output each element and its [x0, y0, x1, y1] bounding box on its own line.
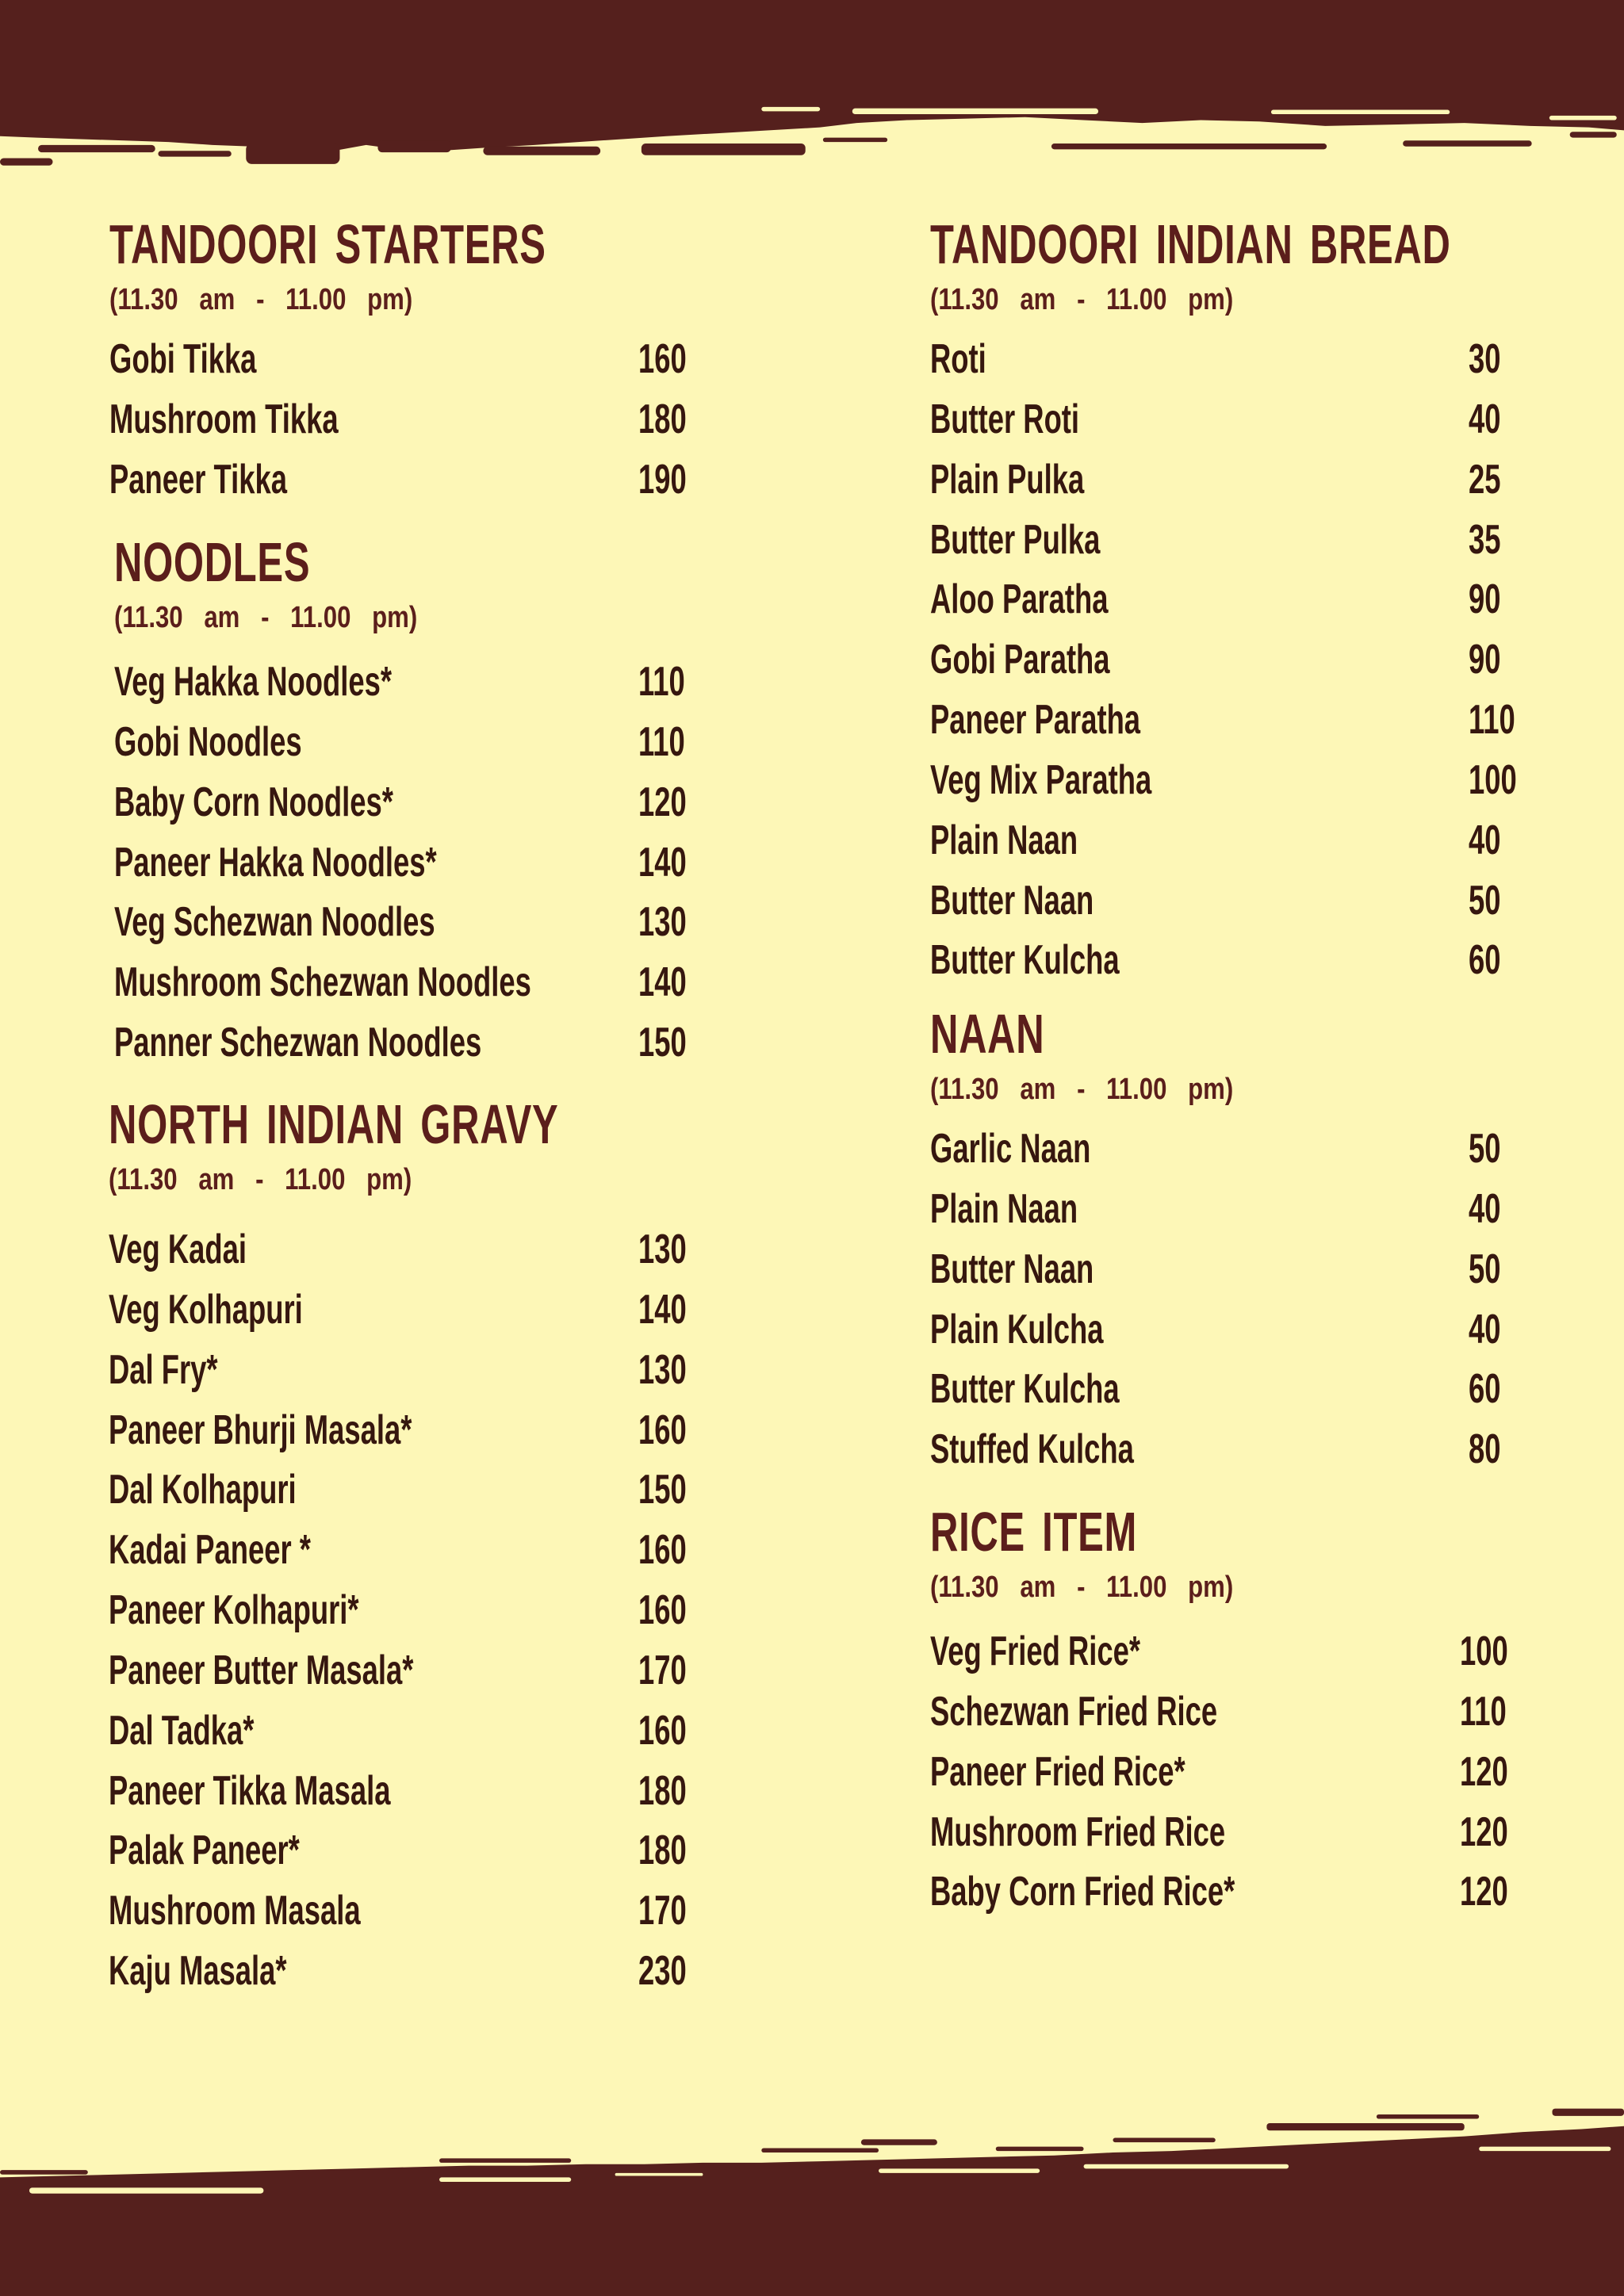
item-price: 130 [638, 1226, 687, 1272]
item-name: Butter Kulcha [930, 937, 1120, 984]
item-name: Baby Corn Fried Rice* [930, 1869, 1235, 1915]
item-name: Veg Kolhapuri [109, 1286, 303, 1333]
menu-item [114, 652, 780, 713]
menu-item [930, 450, 1596, 511]
section-naan [930, 1003, 1596, 1480]
menu-item [114, 1013, 780, 1073]
section-heading: NAAN [930, 1003, 1045, 1065]
item-name: Dal Fry* [109, 1346, 218, 1393]
item-price: 60 [1469, 1366, 1501, 1413]
section-heading: TANDOORI INDIAN BREAD [930, 213, 1451, 275]
item-price: 120 [638, 779, 687, 825]
item-name: Schezwan Fried Rice [930, 1688, 1218, 1735]
menu-item [930, 630, 1596, 691]
item-name: Paneer Butter Masala* [109, 1647, 414, 1693]
section-north-indian-gravy [109, 1093, 775, 2002]
item-name: Plain Pulka [930, 456, 1085, 503]
item-name: Butter Roti [930, 396, 1080, 442]
menu-item [109, 1641, 775, 1701]
menu-item [109, 1581, 775, 1641]
menu-item [930, 1240, 1596, 1300]
section-heading: NORTH INDIAN GRAVY [109, 1093, 559, 1155]
item-price: 80 [1469, 1426, 1501, 1473]
item-price: 230 [638, 1948, 687, 1995]
menu-item [109, 1701, 775, 1762]
item-name: Gobi Paratha [930, 637, 1110, 683]
item-price: 110 [1469, 697, 1515, 744]
item-name: Kadai Paneer * [109, 1527, 311, 1574]
item-name: Roti [930, 336, 986, 382]
menu-item [109, 1341, 775, 1401]
item-name: Paneer Tikka [109, 456, 287, 503]
section-hours: (11.30 am - 11.00 pm) [930, 1073, 1234, 1106]
menu-item [114, 713, 780, 773]
item-name: Butter Naan [930, 1246, 1094, 1292]
menu-item [930, 751, 1596, 811]
item-price: 35 [1469, 516, 1501, 563]
menu-item [930, 1682, 1596, 1743]
item-name: Paneer Hakka Noodles* [114, 839, 437, 886]
menu-item [930, 390, 1596, 450]
item-name: Paneer Paratha [930, 697, 1141, 744]
item-name: Mushroom Masala [109, 1888, 361, 1934]
item-price: 140 [638, 959, 687, 1006]
menu-item [109, 1280, 775, 1341]
menu-item [114, 773, 780, 833]
menu-item [930, 570, 1596, 630]
item-price: 180 [638, 396, 687, 442]
item-list [930, 330, 1596, 991]
item-price: 100 [1460, 1628, 1508, 1674]
section-heading: NOODLES [114, 531, 311, 593]
item-price: 110 [638, 659, 685, 705]
item-name: Panner Schezwan Noodles [114, 1020, 482, 1066]
menu-item [109, 1942, 775, 2002]
item-name: Mushroom Tikka [109, 396, 339, 442]
item-price: 25 [1469, 456, 1501, 503]
section-noodles [114, 531, 780, 1073]
item-price: 50 [1469, 877, 1501, 924]
menu-item [109, 450, 776, 511]
item-price: 180 [638, 1767, 687, 1814]
item-name: Plain Naan [930, 1185, 1078, 1232]
item-name: Veg Fried Rice* [930, 1628, 1141, 1674]
item-name: Mushroom Schezwan Noodles [114, 959, 531, 1006]
item-price: 140 [638, 839, 687, 886]
menu-item [930, 1119, 1596, 1180]
item-name: Butter Naan [930, 877, 1094, 924]
item-price: 170 [638, 1647, 687, 1693]
section-heading: RICE ITEM [930, 1501, 1138, 1563]
item-price: 40 [1469, 396, 1501, 442]
item-price: 50 [1469, 1126, 1501, 1172]
item-price: 50 [1469, 1246, 1501, 1292]
item-price: 130 [638, 1346, 687, 1393]
section-hours: (11.30 am - 11.00 pm) [930, 1571, 1234, 1604]
item-list [114, 652, 780, 1073]
menu-item [109, 330, 776, 390]
item-price: 120 [1460, 1869, 1508, 1915]
menu-item [930, 511, 1596, 571]
item-price: 40 [1469, 1185, 1501, 1232]
item-name: Kaju Masala* [109, 1948, 287, 1995]
menu-item [109, 1521, 775, 1581]
item-price: 160 [638, 1406, 687, 1453]
menu-item [109, 1460, 775, 1521]
item-name: Butter Kulcha [930, 1366, 1120, 1413]
menu-item [109, 390, 776, 450]
item-name: Paneer Bhurji Masala* [109, 1406, 412, 1453]
item-price: 150 [638, 1467, 687, 1513]
item-name: Aloo Paratha [930, 576, 1109, 623]
menu-item [114, 833, 780, 894]
menu-item [930, 811, 1596, 871]
item-price: 90 [1469, 576, 1501, 623]
item-price: 160 [638, 1707, 687, 1754]
section-hours: (11.30 am - 11.00 pm) [930, 283, 1234, 316]
menu-item [114, 893, 780, 953]
menu-item [109, 1762, 775, 1822]
item-name: Gobi Noodles [114, 718, 302, 765]
item-price: 190 [638, 456, 687, 503]
item-name: Dal Tadka* [109, 1707, 255, 1754]
item-list [109, 330, 776, 511]
menu-item [930, 1420, 1596, 1480]
section-tandoori-starters [109, 213, 776, 511]
item-price: 160 [638, 336, 687, 382]
item-price: 160 [638, 1587, 687, 1634]
item-name: Paneer Tikka Masala [109, 1767, 391, 1814]
item-name: Paneer Fried Rice* [930, 1748, 1185, 1795]
section-rice-item [930, 1501, 1596, 1923]
menu-item [930, 931, 1596, 991]
menu-item [930, 1180, 1596, 1240]
item-price: 120 [1460, 1808, 1508, 1855]
item-price: 110 [1460, 1688, 1507, 1735]
menu-item [109, 1881, 775, 1942]
item-price: 120 [1460, 1748, 1508, 1795]
menu-item [930, 330, 1596, 390]
menu-item [930, 1862, 1596, 1923]
item-name: Garlic Naan [930, 1126, 1091, 1172]
item-name: Veg Schezwan Noodles [114, 899, 435, 946]
item-list [930, 1622, 1596, 1923]
section-heading: TANDOORI STARTERS [109, 213, 546, 275]
menu-item [930, 1622, 1596, 1682]
item-name: Veg Hakka Noodles* [114, 659, 392, 705]
menu-item [114, 953, 780, 1013]
menu-item [109, 1220, 775, 1280]
item-list [109, 1220, 775, 2002]
item-price: 180 [638, 1827, 687, 1874]
menu-item [930, 1300, 1596, 1360]
item-name: Paneer Kolhapuri* [109, 1587, 359, 1634]
item-price: 100 [1469, 756, 1517, 803]
section-hours: (11.30 am - 11.00 pm) [109, 283, 413, 316]
item-name: Butter Pulka [930, 516, 1101, 563]
item-price: 140 [638, 1286, 687, 1333]
item-price: 40 [1469, 817, 1501, 863]
item-price: 40 [1469, 1306, 1501, 1353]
item-price: 90 [1469, 637, 1501, 683]
menu-item [930, 1360, 1596, 1420]
item-name: Stuffed Kulcha [930, 1426, 1134, 1473]
menu-item [930, 1743, 1596, 1803]
menu-item [109, 1821, 775, 1881]
item-list [930, 1119, 1596, 1480]
item-name: Plain Kulcha [930, 1306, 1104, 1353]
bottom-brush-band [0, 2109, 1624, 2296]
item-name: Mushroom Fried Rice [930, 1808, 1226, 1855]
item-name: Palak Paneer* [109, 1827, 300, 1874]
menu-item [109, 1401, 775, 1461]
menu-item [930, 1803, 1596, 1863]
section-tandoori-indian-bread [930, 213, 1596, 991]
top-brush-band [0, 0, 1624, 166]
menu-item [930, 871, 1596, 932]
menu-item [930, 691, 1596, 751]
item-name: Dal Kolhapuri [109, 1467, 297, 1513]
section-hours: (11.30 am - 11.00 pm) [109, 1163, 412, 1196]
item-price: 110 [638, 718, 685, 765]
item-price: 150 [638, 1020, 687, 1066]
item-name: Plain Naan [930, 817, 1078, 863]
item-price: 130 [638, 899, 687, 946]
item-name: Gobi Tikka [109, 336, 257, 382]
item-name: Veg Mix Paratha [930, 756, 1152, 803]
item-name: Veg Kadai [109, 1226, 247, 1272]
section-hours: (11.30 am - 11.00 pm) [114, 601, 418, 634]
item-price: 170 [638, 1888, 687, 1934]
item-price: 30 [1469, 336, 1501, 382]
item-price: 60 [1469, 937, 1501, 984]
item-price: 160 [638, 1527, 687, 1574]
item-name: Baby Corn Noodles* [114, 779, 393, 825]
